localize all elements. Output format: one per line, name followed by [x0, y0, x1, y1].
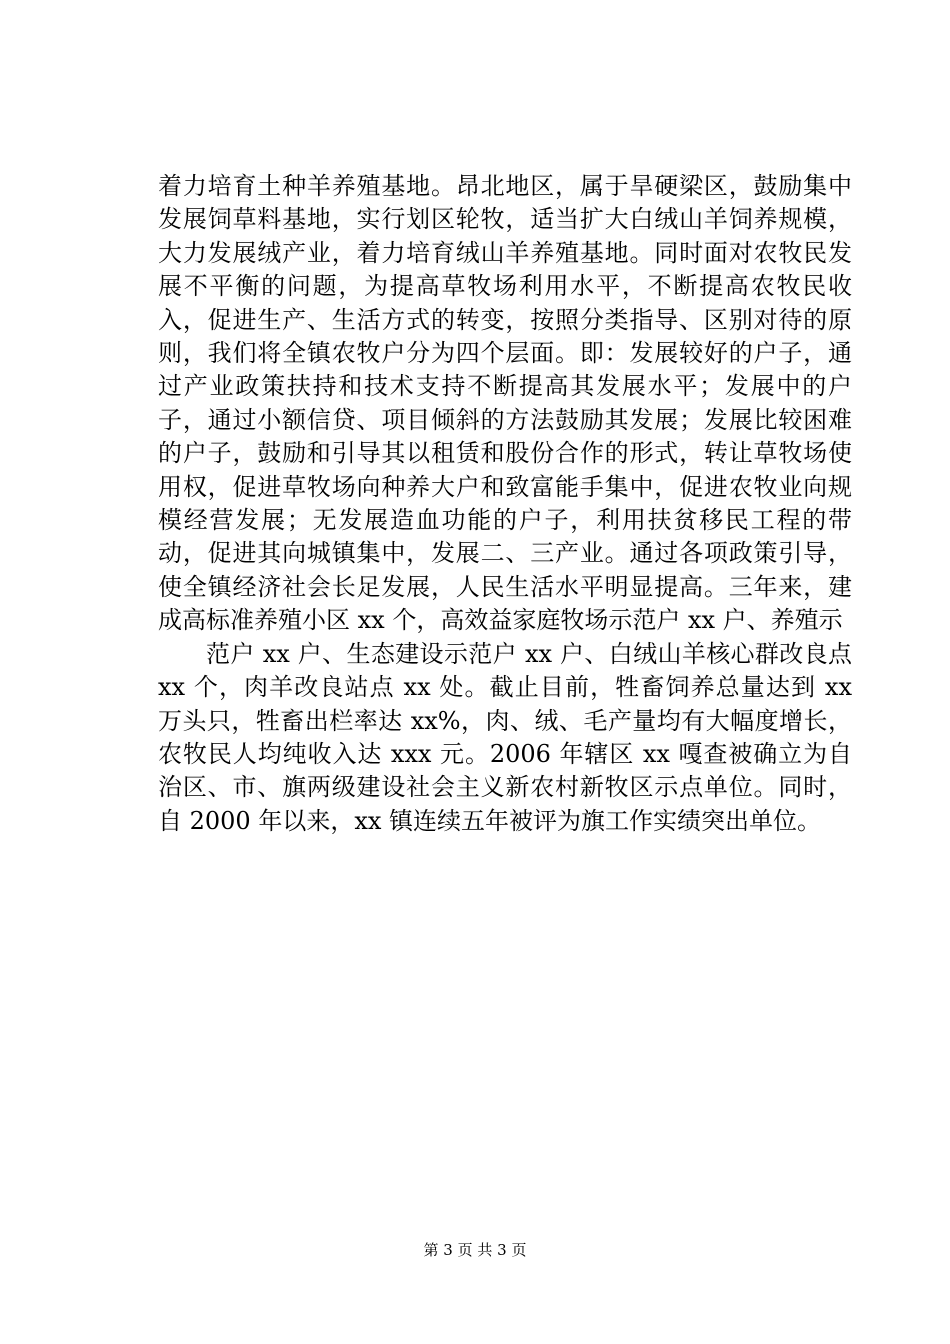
- paragraph-2: 范户 xx 户、生态建设示范户 xx 户、白绒山羊核心群改良点 xx 个，肉羊改良站点 xx 处。截止目前，牲畜饲养总量达到 xx 万头只，牲畜出栏率达 xx%，肉、绒、毛产量均有大幅度增长，农牧民人均纯收入达 xxx 元。2006 年辖区 xx 嘎查被确立为自治区、市、旗两级建设社会主义新农村新牧区示点单位。同时，自 2000 年以来，xx 镇连续五年被评为旗工作实绩突出单位。: [158, 639, 852, 835]
- paragraph-1: 着力培育土种羊养殖基地。昂北地区，属于旱硬梁区，鼓励集中发展饲草料基地，实行划区轮牧，适当扩大白绒山羊饲养规模，大力发展绒产业，着力培育绒山羊养殖基地。同时面对农牧民发展不平衡的问题，为提高草牧场利用水平，不断提高农牧民收入，促进生产、生活方式的转变，按照分类指导、区别对待的原则，我们将全镇农牧户分为四个层面。即：发展较好的户子，通过产业政策扶持和技术支持不断提高其发展水平；发展中的户子，通过小额信贷、项目倾斜的方法鼓励其发展；发展比较困难的户子，鼓励和引导其以租赁和股份合作的形式，转让草牧场使用权，促进草牧场向种养大户和致富能手集中，促进农牧业向规模经营发展；无发展造血功能的户子，利用扶贫移民工程的带动，促进其向城镇集中，发展二、三产业。通过各项政策引导，使全镇经济社会长足发展，人民生活水平明显提高。三年来，建成高标准养殖小区 xx 个，高效益家庭牧场示范户 xx 户、养殖示: [158, 172, 852, 635]
- document-body: [158, 170, 852, 838]
- page-footer: 第 3 页 共 3 页: [423, 1241, 527, 1259]
